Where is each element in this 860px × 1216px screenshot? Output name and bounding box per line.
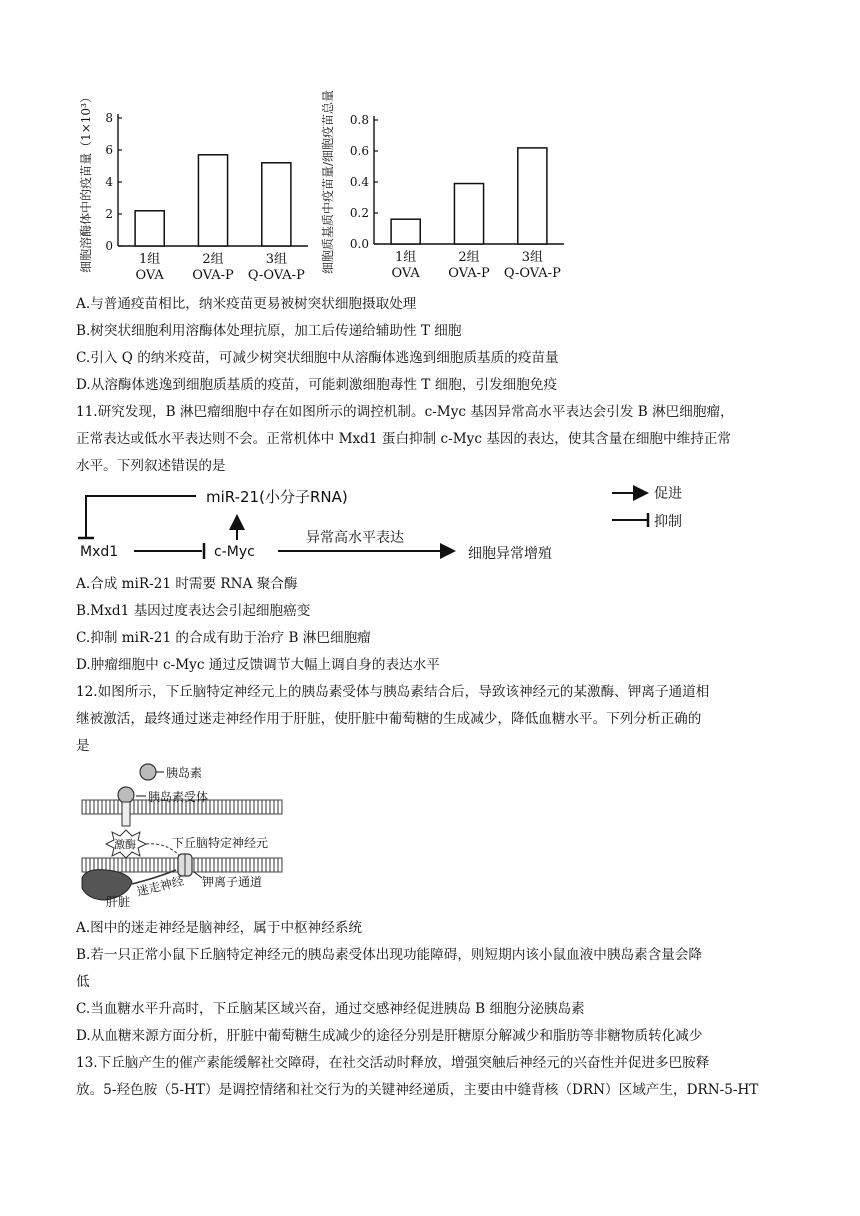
vagus-label: 迷走神经: [135, 873, 186, 899]
q12-option-d: D.从血糖来源方面分析，肝脏中葡萄糖生成减少的途径分别是肝糖原分解减少和脂肪等非糖物质转化减少: [76, 1028, 703, 1044]
mxd1-label: Mxd1: [80, 544, 119, 560]
chart0-category-name: OVA: [135, 268, 164, 283]
cmyc-label: c-Myc: [214, 544, 255, 560]
bar-chart-lysosome: [76, 66, 326, 291]
receptor-icon: [118, 787, 134, 803]
q12-option-a: A.图中的迷走神经是脑神经，属于中枢神经系统: [76, 920, 363, 936]
chart0-ytick-label: 2: [105, 207, 113, 221]
chart0-bar: [262, 163, 291, 246]
q11-option-a: A.合成 miR-21 时需要 RNA 聚合酶: [76, 576, 298, 592]
legend-inhibit: 抑制: [654, 514, 682, 530]
q12-option-b-cont: 低: [76, 974, 90, 990]
chart0-category-group: 1组: [139, 252, 161, 267]
q11-stem-line-3: 水平。下列叙述错误的是: [76, 458, 226, 474]
chart0-ylabel: 细胞溶酶体中的疫苗量（1×10³）: [79, 91, 93, 273]
chart1-category-name: Q-OVA-P: [503, 266, 561, 281]
chart1-bar: [518, 148, 547, 244]
chart1-ytick-label: 0.8: [349, 113, 369, 127]
q11-option-b: B.Mxd1 基因过度表达会引起细胞癌变: [76, 603, 311, 619]
q10-option-c: C.引入 Q 的纳米疫苗，可减少树突状细胞中从溶酶体逃逸到细胞质基质的疫苗量: [76, 350, 559, 366]
q10-option-a: A.与普通疫苗相比，纳米疫苗更易被树突状细胞摄取处理: [76, 296, 417, 312]
chart0-category-name: Q-OVA-P: [247, 268, 305, 283]
chart0-ytick-label: 4: [105, 175, 113, 189]
q12-stem-line-2: 继被激活，最终通过迷走神经作用于肝脏，使肝脏中葡萄糖的生成减少，降低血糖水平。下列分析正确的: [76, 711, 702, 727]
chart1-ylabel: 细胞质基质中疫苗量/细胞疫苗总量: [321, 89, 335, 275]
q11-option-c: C.抑制 miR-21 的合成有助于治疗 B 淋巴细胞瘤: [76, 630, 371, 646]
receptor-label: 胰岛素受体: [148, 790, 209, 804]
q11-option-d: D.肿瘤细胞中 c-Myc 通过反馈调节大幅上调自身的表达水平: [76, 657, 440, 673]
chart1-ytick-label: 0.4: [349, 175, 369, 189]
legend-promote: 促进: [654, 486, 682, 502]
chart0-ytick-label: 8: [105, 111, 113, 125]
k-channel-label: 钾离子通道: [202, 875, 263, 889]
regulation-diagram: [76, 480, 716, 576]
chart0-category-group: 3组: [265, 252, 287, 267]
insulin-icon: [140, 764, 156, 780]
q10-option-b: B.树突状细胞利用溶酶体处理抗原，加工后传递给辅助性 T 细胞: [76, 323, 462, 339]
chart0-category-group: 2组: [202, 252, 224, 267]
q13-stem-line-2: 放。5-羟色胺（5-HT）是调控情绪和社交行为的关键神经递质，主要由中缝背核（DRN）区域产生，DRN-5-HT: [76, 1082, 759, 1098]
chart0-ytick-label: 0: [105, 239, 113, 253]
hypothalamus-neuron-diagram: [76, 758, 306, 908]
chart1-ytick-label: 0.0: [349, 237, 369, 251]
chart1-bar: [454, 184, 483, 244]
bar-chart-cytosol-ratio: [318, 66, 578, 291]
q10-option-d: D.从溶酶体逃逸到细胞质基质的疫苗，可能刺激细胞毒性 T 细胞，引发细胞免疫: [76, 377, 558, 393]
proliferation-label: 细胞异常增殖: [468, 546, 552, 562]
abnormal-expression-label: 异常高水平表达: [306, 530, 404, 546]
chart1-category-group: 2组: [458, 250, 480, 265]
chart1-category-group: 3组: [521, 250, 543, 265]
q13-stem-line-1: 13.下丘脑产生的催产素能缓解社交障碍，在社交活动时释放，增强突触后神经元的兴奋性并促进多巴胺释: [76, 1055, 710, 1071]
chart1-category-name: OVA-P: [448, 266, 490, 281]
chart0-bar: [135, 211, 164, 246]
chart1-ytick-label: 0.2: [349, 206, 369, 220]
q12-stem-line-3: 是: [76, 738, 90, 754]
liver-label: 肝脏: [106, 895, 131, 908]
chart1-bar: [391, 219, 420, 244]
mir21-label: miR-21(小分子RNA): [206, 488, 348, 506]
chart1-ytick-label: 0.6: [349, 144, 369, 158]
chart0-ytick-label: 6: [105, 143, 113, 157]
q11-stem-line-1: 11.研究发现，B 淋巴瘤细胞中存在如图所示的调控机制。c-Myc 基因异常高水平表达会引发 B 淋巴细胞瘤，: [76, 404, 734, 420]
neuron-label: 下丘脑特定神经元: [172, 836, 269, 850]
q12-option-b: B.若一只正常小鼠下丘脑特定神经元的胰岛素受体出现功能障碍，则短期内该小鼠血液中胰岛素含量会降: [76, 947, 703, 963]
chart1-category-group: 1组: [395, 250, 417, 265]
q12-option-c: C.当血糖水平升高时，下丘脑某区域兴奋，通过交感神经促进胰岛 B 细胞分泌胰岛素: [76, 1001, 585, 1017]
q12-stem-line-1: 12.如图所示，下丘脑特定神经元上的胰岛素受体与胰岛素结合后，导致该神经元的某激酶、钾离子通道相: [76, 684, 710, 700]
q11-stem-line-2: 正常表达或低水平表达则不会。正常机体中 Mxd1 蛋白抑制 c-Myc 基因的表达，使其含量在细胞中维持正常: [76, 431, 731, 447]
kinase-label: 激酶: [114, 838, 136, 851]
chart0-bar: [198, 155, 227, 246]
chart1-category-name: OVA: [391, 266, 420, 281]
insulin-label: 胰岛素: [166, 766, 203, 780]
chart0-category-name: OVA-P: [192, 268, 234, 283]
